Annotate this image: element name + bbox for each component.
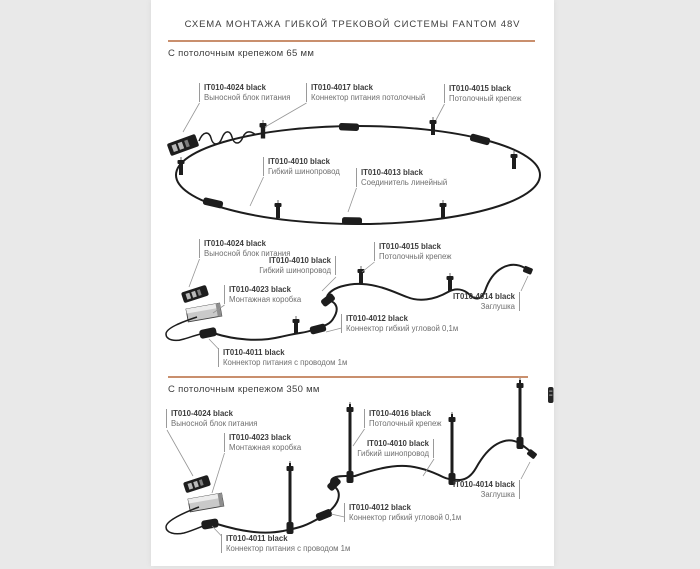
part-label-ring-4010: IT010-4010 black Гибкий шинопровод (263, 157, 340, 176)
mount-350-sample-icon (548, 387, 554, 403)
part-label-w65-4011: IT010-4011 black Коннектор питания с проводом 1м (218, 348, 347, 367)
ceiling-mount-65-icon (293, 316, 300, 334)
page-title: СХЕМА МОНТАЖА ГИБКОЙ ТРЕКОВОЙ СИСТЕМЫ FANTOM 48V (184, 19, 521, 30)
ceiling-mount-65-icon (430, 117, 437, 135)
linear-connector-icon (342, 217, 362, 225)
ceiling-mount-350-icon (347, 402, 354, 483)
part-label-w350-4016: IT010-4016 black Потолочный крепеж (364, 409, 441, 428)
linear-connector-icon (469, 133, 490, 145)
linear-connector-icon (339, 123, 359, 131)
ceiling-mount-65-icon (275, 200, 282, 218)
power-cord-icon (199, 132, 256, 144)
part-label-w350-4014: IT010-4014 black Заглушка (453, 480, 520, 499)
part-label-w350-4011: IT010-4011 black Коннектор питания с проводом 1м (221, 534, 350, 553)
power-supply-icon (181, 285, 209, 303)
ceiling-power-connector-icon (260, 120, 267, 139)
power-feed-connector-icon (199, 327, 217, 339)
corner-connector-icon (315, 508, 333, 521)
part-label-ring-4015: IT010-4015 black Потолочный крепеж (444, 84, 521, 103)
ceiling-mount-350-icon (517, 378, 524, 449)
ring-diagram (167, 103, 540, 225)
part-label-ring-4024: IT010-4024 black Выносной блок питания (199, 83, 290, 102)
ceiling-mount-65-icon (358, 266, 365, 284)
ceiling-mount-65-icon (447, 273, 454, 291)
part-label-w65-4015: IT010-4015 black Потолочный крепеж (374, 242, 451, 261)
ceiling-mount-350-icon (449, 412, 456, 485)
part-label-w350-4010: IT010-4010 black Гибкий шинопровод (357, 439, 434, 458)
corner-connector-icon (326, 476, 342, 492)
power-feed-connector-icon (201, 518, 219, 530)
part-label-w65-4010: IT010-4010 black Гибкий шинопровод (259, 256, 336, 275)
section-heading-65mm: С потолочным крепежом 65 мм (168, 48, 315, 59)
linear-connector-icon (202, 197, 223, 209)
part-label-w65-4012: IT010-4012 black Коннектор гибкий угловой 0,1м (341, 314, 458, 333)
part-label-w65-4014: IT010-4014 black Заглушка (453, 292, 520, 311)
ceiling-mount-65-icon (440, 200, 447, 218)
part-label-w350-4024: IT010-4024 black Выносной блок питания (166, 409, 257, 428)
ceiling-mount-350-icon (287, 461, 294, 534)
power-supply-icon (183, 475, 211, 493)
section-heading-350mm: С потолочным крепежом 350 мм (168, 384, 320, 395)
part-label-w65-4024: IT010-4024 black Выносной блок питания (199, 239, 290, 258)
part-label-ring-4017: IT010-4017 black Коннектор питания потолочный (306, 83, 425, 102)
ceiling-mount-65-icon (511, 151, 518, 169)
part-label-w350-4012: IT010-4012 black Коннектор гибкий угловой 0,1м (344, 503, 461, 522)
corner-connector-icon (309, 323, 326, 335)
part-label-w65-4023: IT010-4023 black Монтажная коробка (224, 285, 301, 304)
part-label-ring-4013: IT010-4013 black Соединитель линейный (356, 168, 447, 187)
part-label-w350-4023: IT010-4023 black Монтажная коробка (224, 433, 301, 452)
